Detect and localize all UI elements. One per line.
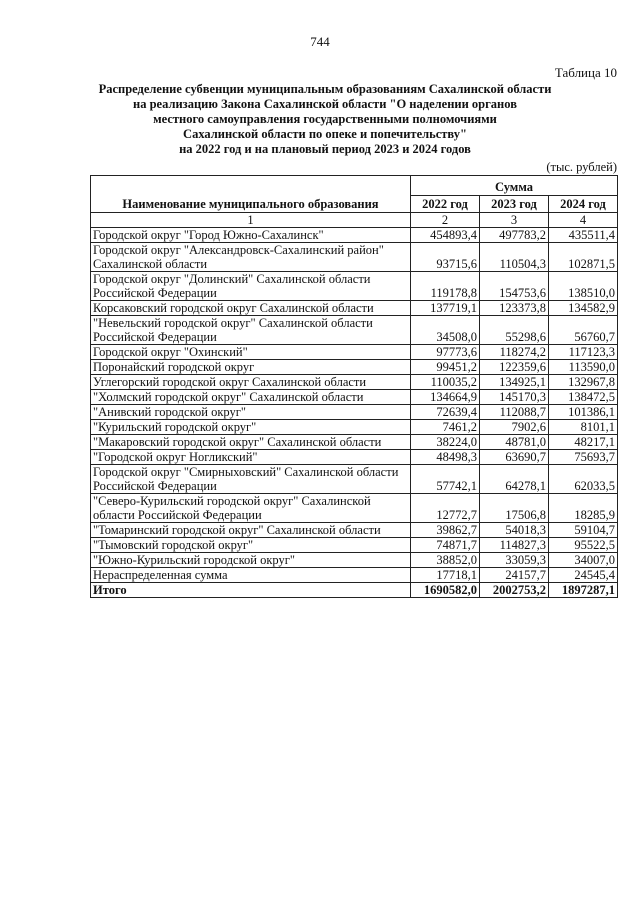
table-row bbox=[91, 420, 618, 435]
units-label: (тыс. рублей) bbox=[546, 160, 617, 174]
table-row bbox=[91, 316, 618, 345]
value-2024: 138472,5 bbox=[549, 390, 618, 405]
column-index: 3 bbox=[480, 213, 549, 228]
value-2024: 62033,5 bbox=[549, 465, 618, 494]
table-row bbox=[91, 301, 618, 316]
document-title bbox=[90, 82, 560, 157]
value-2024: 117123,3 bbox=[549, 345, 618, 360]
value-2022: 17718,1 bbox=[411, 568, 480, 583]
municipality-name: "Южно-Курильский городской округ" bbox=[91, 553, 411, 568]
value-2024: 1897287,1 bbox=[549, 583, 618, 598]
municipality-name: "Тымовский городской округ" bbox=[91, 538, 411, 553]
title-line: Сахалинской области по опеке и попечительству" bbox=[183, 127, 467, 141]
municipality-name: Городской округ "Смирныховский" Сахалинской области Российской Федерации bbox=[91, 465, 411, 494]
value-2024: 134582,9 bbox=[549, 301, 618, 316]
value-2024: 8101,1 bbox=[549, 420, 618, 435]
value-2022: 57742,1 bbox=[411, 465, 480, 494]
table-row bbox=[91, 272, 618, 301]
value-2022: 97773,6 bbox=[411, 345, 480, 360]
value-2023: 2002753,2 bbox=[480, 583, 549, 598]
table-row bbox=[91, 465, 618, 494]
table-row bbox=[91, 494, 618, 523]
value-2024: 138510,0 bbox=[549, 272, 618, 301]
value-2022: 119178,8 bbox=[411, 272, 480, 301]
value-2023: 145170,3 bbox=[480, 390, 549, 405]
value-2022: 137719,1 bbox=[411, 301, 480, 316]
value-2022: 38852,0 bbox=[411, 553, 480, 568]
value-2022: 134664,9 bbox=[411, 390, 480, 405]
column-index: 4 bbox=[549, 213, 618, 228]
title-line: на 2022 год и на плановый период 2023 и 2024 годов bbox=[179, 142, 471, 156]
municipality-name: Поронайский городской округ bbox=[91, 360, 411, 375]
value-2023: 497783,2 bbox=[480, 228, 549, 243]
column-index: 1 bbox=[91, 213, 411, 228]
page-number: 744 bbox=[310, 34, 330, 49]
value-2022: 110035,2 bbox=[411, 375, 480, 390]
value-2023: 118274,2 bbox=[480, 345, 549, 360]
value-2024: 102871,5 bbox=[549, 243, 618, 272]
table-row bbox=[91, 375, 618, 390]
value-2022: 34508,0 bbox=[411, 316, 480, 345]
value-2022: 12772,7 bbox=[411, 494, 480, 523]
municipality-name: "Городской округ Ногликский" bbox=[91, 450, 411, 465]
municipality-name: "Анивский городской округ" bbox=[91, 405, 411, 420]
header-year: 2022 год bbox=[411, 195, 480, 212]
table-row bbox=[91, 450, 618, 465]
table-row bbox=[91, 523, 618, 538]
municipality-name: Городской округ "Охинский" bbox=[91, 345, 411, 360]
value-2024: 435511,4 bbox=[549, 228, 618, 243]
table-row bbox=[91, 568, 618, 583]
municipality-name: Нераспределенная сумма bbox=[91, 568, 411, 583]
value-2023: 63690,7 bbox=[480, 450, 549, 465]
municipality-name: Итого bbox=[91, 583, 411, 598]
value-2024: 56760,7 bbox=[549, 316, 618, 345]
table-row bbox=[91, 243, 618, 272]
value-2023: 122359,6 bbox=[480, 360, 549, 375]
value-2022: 38224,0 bbox=[411, 435, 480, 450]
header-year: 2024 год bbox=[549, 195, 618, 212]
value-2023: 123373,8 bbox=[480, 301, 549, 316]
value-2024: 59104,7 bbox=[549, 523, 618, 538]
table-row bbox=[91, 553, 618, 568]
value-2024: 75693,7 bbox=[549, 450, 618, 465]
value-2024: 101386,1 bbox=[549, 405, 618, 420]
municipality-name: "Макаровский городской округ" Сахалинской области bbox=[91, 435, 411, 450]
value-2024: 113590,0 bbox=[549, 360, 618, 375]
value-2023: 55298,6 bbox=[480, 316, 549, 345]
header-name-column: Наименование муниципального образования bbox=[91, 176, 411, 213]
municipality-name: Корсаковский городской округ Сахалинской области bbox=[91, 301, 411, 316]
column-index: 2 bbox=[411, 213, 480, 228]
value-2023: 154753,6 bbox=[480, 272, 549, 301]
municipality-name: "Холмский городской округ" Сахалинской области bbox=[91, 390, 411, 405]
table-body bbox=[91, 228, 618, 598]
table-row bbox=[91, 538, 618, 553]
municipality-name: Углегорский городской округ Сахалинской области bbox=[91, 375, 411, 390]
value-2024: 95522,5 bbox=[549, 538, 618, 553]
value-2023: 33059,3 bbox=[480, 553, 549, 568]
table-row bbox=[91, 390, 618, 405]
value-2022: 454893,4 bbox=[411, 228, 480, 243]
municipality-name: Городской округ "Долинский" Сахалинской области Российской Федерации bbox=[91, 272, 411, 301]
value-2023: 134925,1 bbox=[480, 375, 549, 390]
table-row bbox=[91, 435, 618, 450]
municipality-name: "Невельский городской округ" Сахалинской области Российской Федерации bbox=[91, 316, 411, 345]
value-2023: 17506,8 bbox=[480, 494, 549, 523]
value-2022: 72639,4 bbox=[411, 405, 480, 420]
value-2022: 93715,6 bbox=[411, 243, 480, 272]
value-2022: 39862,7 bbox=[411, 523, 480, 538]
table-row bbox=[91, 360, 618, 375]
municipality-name: "Томаринский городской округ" Сахалинской области bbox=[91, 523, 411, 538]
value-2023: 7902,6 bbox=[480, 420, 549, 435]
value-2023: 114827,3 bbox=[480, 538, 549, 553]
value-2023: 64278,1 bbox=[480, 465, 549, 494]
value-2023: 48781,0 bbox=[480, 435, 549, 450]
value-2023: 54018,3 bbox=[480, 523, 549, 538]
value-2022: 1690582,0 bbox=[411, 583, 480, 598]
subvention-table bbox=[90, 175, 618, 598]
municipality-name: Городской округ "Александровск-Сахалинский район" Сахалинской области bbox=[91, 243, 411, 272]
table-row bbox=[91, 228, 618, 243]
value-2022: 74871,7 bbox=[411, 538, 480, 553]
header-year: 2023 год bbox=[480, 195, 549, 212]
total-row bbox=[91, 583, 618, 598]
value-2024: 48217,1 bbox=[549, 435, 618, 450]
header-sum-column: Сумма bbox=[411, 176, 618, 196]
municipality-name: Городской округ "Город Южно-Сахалинск" bbox=[91, 228, 411, 243]
title-line: на реализацию Закона Сахалинской области "О наделении органов bbox=[133, 97, 517, 111]
table-label: Таблица 10 bbox=[554, 65, 617, 80]
value-2024: 18285,9 bbox=[549, 494, 618, 523]
value-2023: 110504,3 bbox=[480, 243, 549, 272]
table-row bbox=[91, 405, 618, 420]
value-2024: 132967,8 bbox=[549, 375, 618, 390]
value-2022: 99451,2 bbox=[411, 360, 480, 375]
value-2022: 48498,3 bbox=[411, 450, 480, 465]
value-2024: 34007,0 bbox=[549, 553, 618, 568]
value-2024: 24545,4 bbox=[549, 568, 618, 583]
value-2022: 7461,2 bbox=[411, 420, 480, 435]
table-row bbox=[91, 345, 618, 360]
municipality-name: "Северо-Курильский городской округ" Сахалинской области Российской Федерации bbox=[91, 494, 411, 523]
municipality-name: "Курильский городской округ" bbox=[91, 420, 411, 435]
value-2023: 112088,7 bbox=[480, 405, 549, 420]
title-line: местного самоуправления государственными полномочиями bbox=[153, 112, 497, 126]
title-line: Распределение субвенции муниципальным образованиям Сахалинской области bbox=[98, 82, 552, 96]
value-2023: 24157,7 bbox=[480, 568, 549, 583]
